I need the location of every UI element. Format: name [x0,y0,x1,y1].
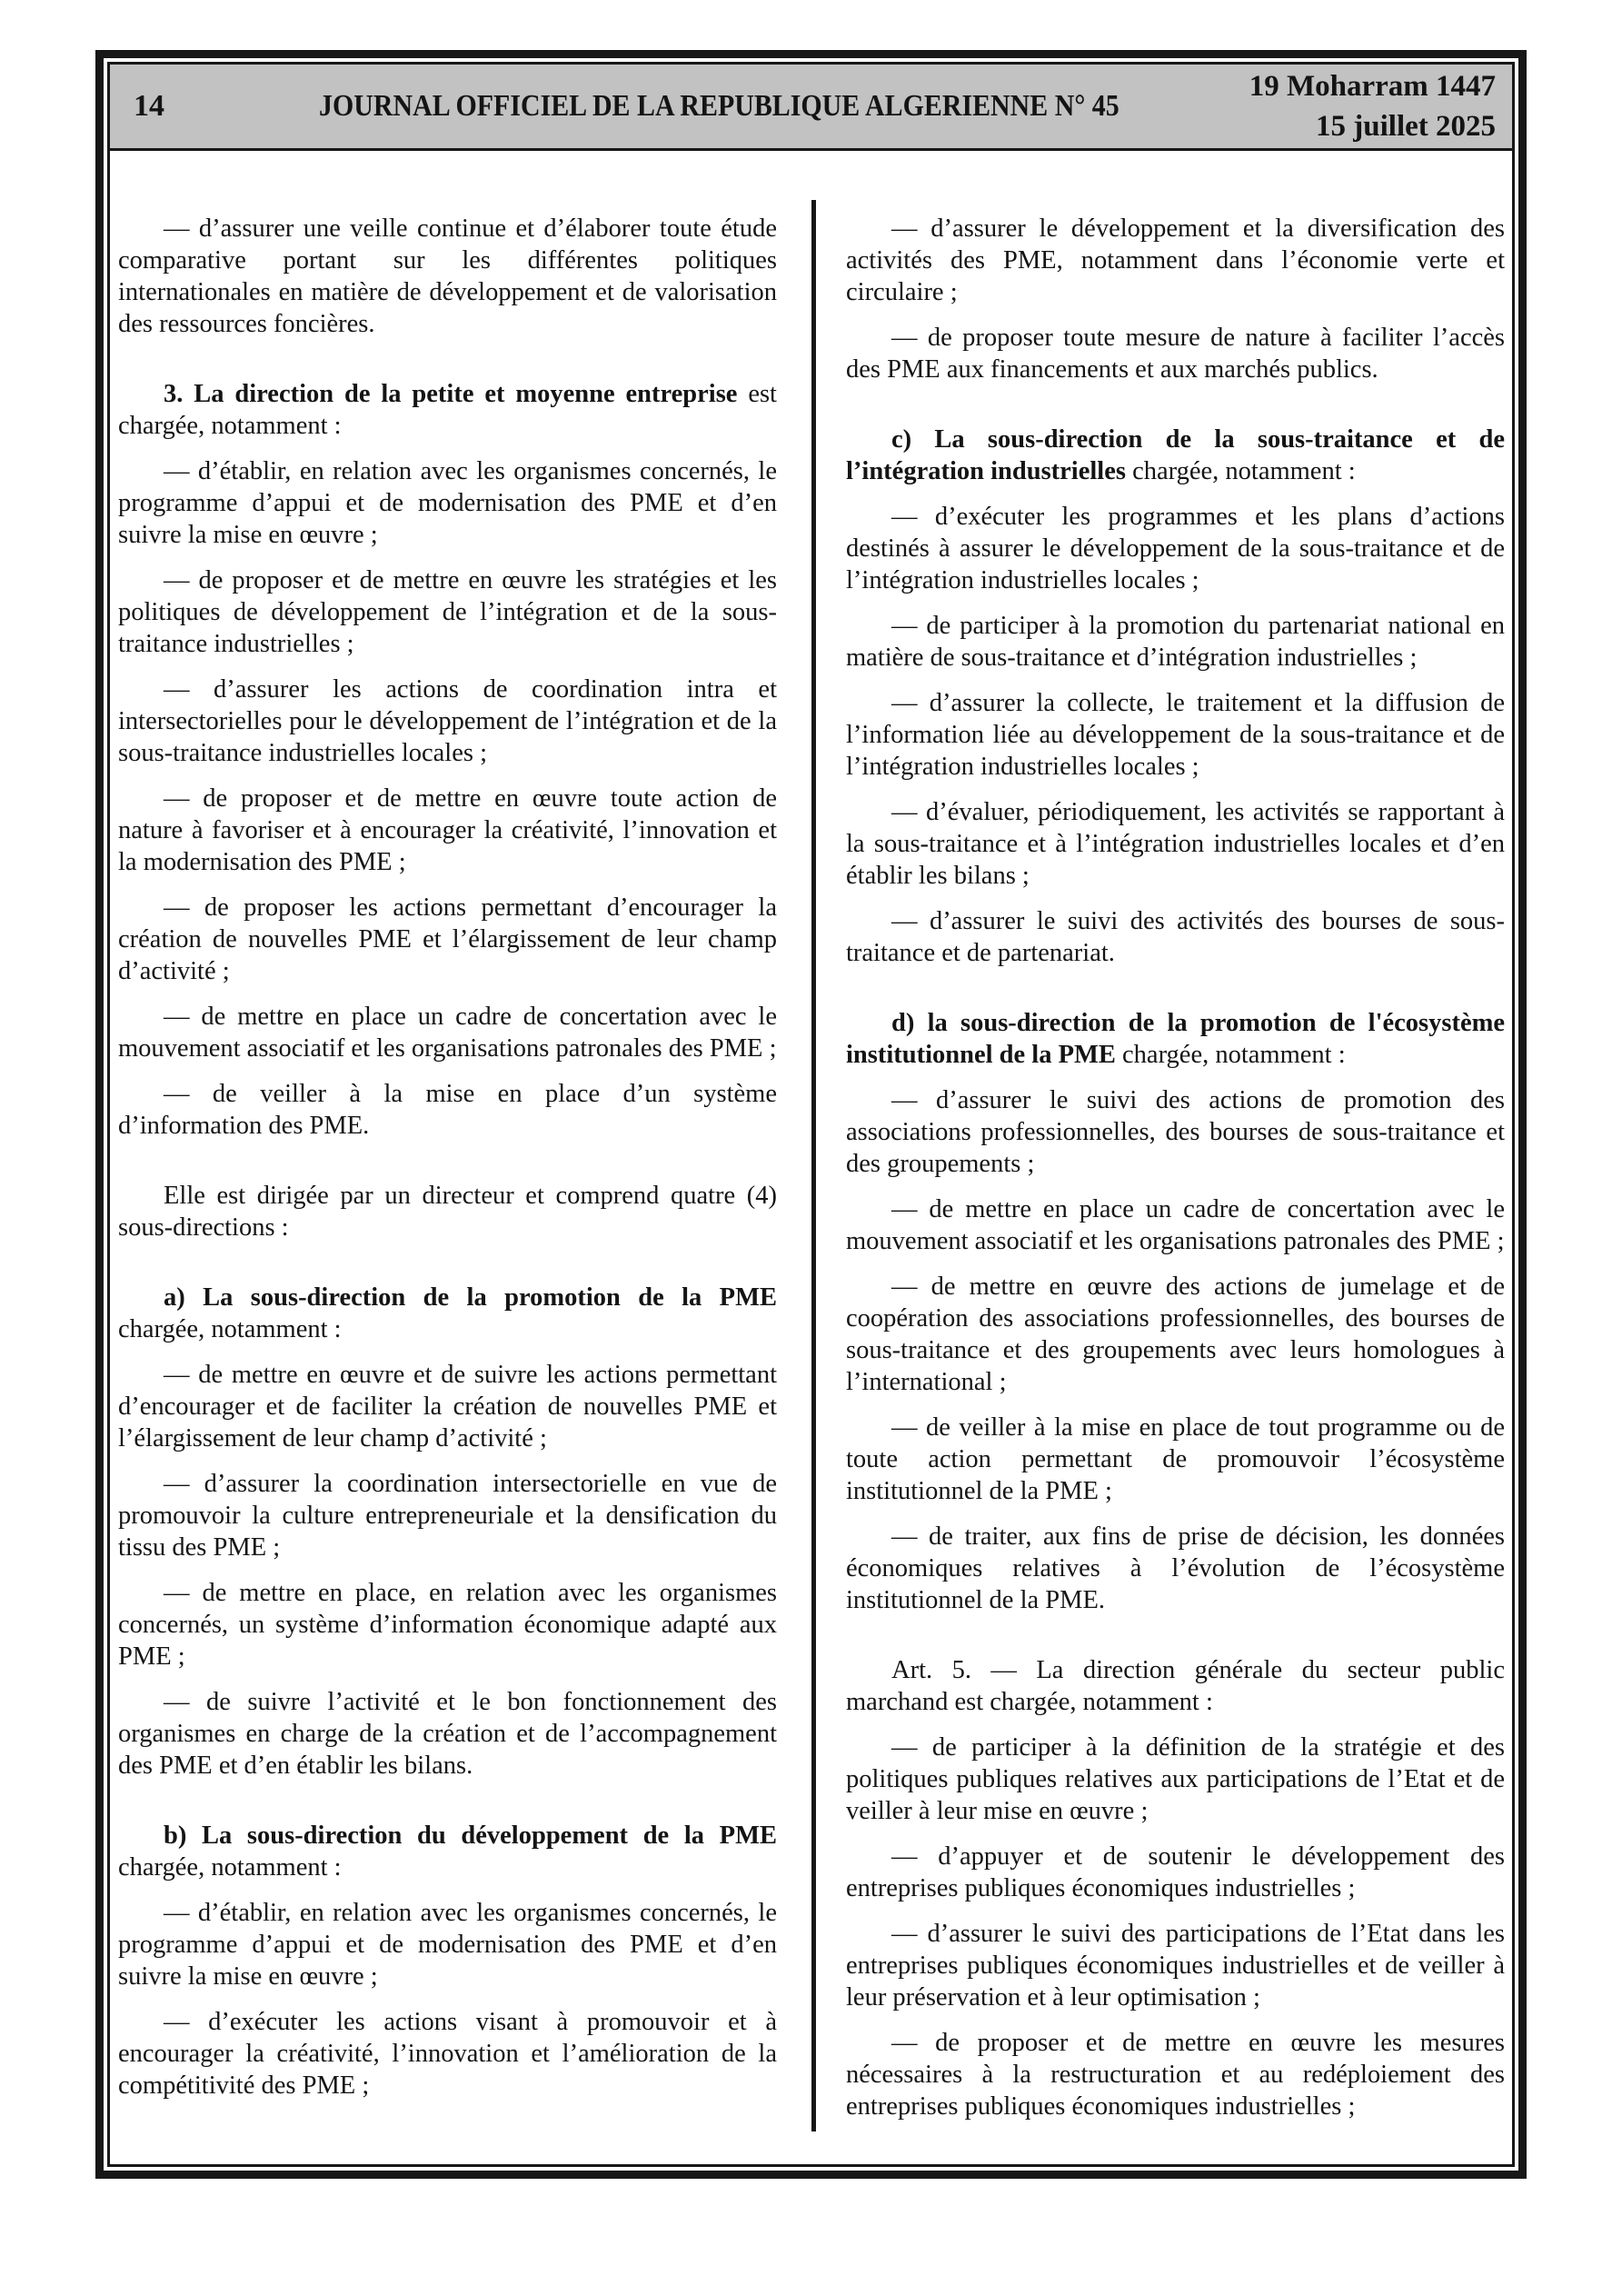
paragraph: — d’exécuter les actions visant à promouvoir et à encourager la créativité, l’innovation et l’amélioration de la compétitivité des PME ; [118,2008,777,2100]
column-divider [811,200,816,2131]
paragraph: — d’assurer le suivi des actions de promotion des associations professionnelles, des bourses de sous-traitance et des groupements ; [846,1086,1505,1178]
paragraph: — de traiter, aux fins de prise de décision, les données économiques relatives à l’évolution de l’écosystème institutionnel de la PME. [846,1522,1505,1614]
paragraph: — de proposer et de mettre en œuvre toute action de nature à favoriser et à encourager la créativité, l’innovation et la modernisation des PME ; [118,784,777,876]
paragraph: — de mettre en place, en relation avec les organismes concernés, un système d’information économique adapté aux PME ; [118,1579,777,1671]
journal-title-wrap [261,89,1178,124]
paragraph: — d’appuyer et de soutenir le développement des entreprises publiques économiques industrielles ; [846,1842,1505,1902]
paragraph: Art. 5. — La direction générale du secteur public marchand est chargée, notamment : [846,1656,1505,1716]
paragraph: — de proposer et de mettre en œuvre les stratégies et les politiques de développement de l’intégration et de la sous-traitance industrielles ; [118,566,777,658]
page-frame-inner [107,62,1515,2167]
paragraph: — d’assurer la coordination intersectorielle en vue de promouvoir la culture entrepreneuriale et la densification du tissu des PME ; [118,1470,777,1562]
paragraph: — de participer à la définition de la stratégie et des politiques publiques relatives aux participations de l’Etat et de veiller à leur mise en œuvre ; [846,1733,1505,1825]
paragraph: — de suivre l’activité et le bon fonctionnement des organismes en charge de la création et de l’accompagnement des PME et d’en établir les bilans. [118,1688,777,1780]
paragraph: — de proposer et de mettre en œuvre les mesures nécessaires à la restructuration et au redéploiement des entreprises publiques économiques industrielles ; [846,2029,1505,2121]
left-column [118,151,777,2164]
heading-bold-text: c) La sous-direction de la sous-traitance et de l’intégration industrielles [846,425,1505,485]
date-hijri: 19 Moharram 1447 [1249,70,1496,103]
heading-bold-text: d) la sous-direction de la promotion de l'écosystème institutionnel de la PME [846,1009,1505,1069]
paragraph: — d’établir, en relation avec les organismes concernés, le programme d’appui et de modernisation des PME et d’en suivre la mise en œuvre ; [118,457,777,549]
section-heading: a) La sous-direction de la promotion de la PME chargée, notamment : [118,1283,777,1343]
paragraph: — d’assurer le développement et la diversification des activités des PME, notamment dans l’économie verte et circulaire ; [846,215,1505,306]
page-frame [95,50,1527,2179]
page-content [110,151,1512,2164]
paragraph: — de proposer toute mesure de nature à faciliter l’accès des PME aux financements et aux marchés publics. [846,324,1505,384]
page-number: 14 [134,89,164,123]
right-column [846,151,1505,2164]
section-heading: d) la sous-direction de la promotion de l'écosystème institutionnel de la PME chargée, notamment : [846,1009,1505,1069]
paragraph: — de mettre en place un cadre de concertation avec le mouvement associatif et les organisations patronales des PME ; [846,1195,1505,1255]
paragraph: — de veiller à la mise en place de tout programme ou de toute action permettant de promouvoir l’écosystème institutionnel de la PME ; [846,1413,1505,1505]
section-heading: 3. La direction de la petite et moyenne entreprise est chargée, notamment : [118,380,777,440]
section-heading: c) La sous-direction de la sous-traitance et de l’intégration industrielles chargée, notamment : [846,425,1505,485]
section-heading: b) La sous-direction du développement de la PME chargée, notamment : [118,1822,777,1882]
masthead [110,65,1512,151]
heading-bold-text: a) La sous-direction de la promotion de la PME [164,1283,777,1312]
paragraph: — d’assurer la collecte, le traitement et la diffusion de l’information liée au développement de la sous-traitance et de l’intégration industrielles locales ; [846,689,1505,781]
paragraph: — d’établir, en relation avec les organismes concernés, le programme d’appui et de modernisation des PME et d’en suivre la mise en œuvre ; [118,1899,777,1991]
paragraph: Elle est dirigée par un directeur et comprend quatre (4) sous-directions : [118,1182,777,1242]
paragraph: — de participer à la promotion du partenariat national en matière de sous-traitance et d’intégration industrielles ; [846,612,1505,672]
paragraph: — de mettre en place un cadre de concertation avec le mouvement associatif et les organisations patronales des PME ; [118,1003,777,1063]
issue-dates [1178,66,1512,146]
date-gregorian: 15 juillet 2025 [1316,110,1496,143]
paragraph: — de mettre en œuvre des actions de jumelage et de coopération des associations professionnelles, des bourses de sous-traitance et des groupements avec leurs homologues à l’international ; [846,1273,1505,1396]
paragraph: — d’assurer une veille continue et d’élaborer toute étude comparative portant sur les différentes politiques internationales en matière de développement et de valorisation des ressources foncières. [118,215,777,338]
paragraph: — d’assurer les actions de coordination intra et intersectorielles pour le développement de l’intégration et de la sous-traitance industrielles locales ; [118,675,777,767]
paragraph: — de mettre en œuvre et de suivre les actions permettant d’encourager et de faciliter la création de nouvelles PME et l’élargissement de leur champ d’activité ; [118,1361,777,1452]
heading-bold-text: 3. La direction de la petite et moyenne entreprise [164,380,738,408]
heading-bold-text: b) La sous-direction du développement de la PME [164,1822,777,1850]
paragraph: — d’assurer le suivi des activités des bourses de sous-traitance et de partenariat. [846,907,1505,967]
paragraph: — d’assurer le suivi des participations de l’Etat dans les entreprises publiques économiques industrielles et de veiller à leur préservation et à leur optimisation ; [846,1920,1505,2011]
paragraph: — de veiller à la mise en place d’un système d’information des PME. [118,1080,777,1140]
journal-title: JOURNAL OFFICIEL DE LA REPUBLIQUE ALGERIENNE N° 45 [319,89,1119,123]
paragraph: — d’exécuter les programmes et les plans d’actions destinés à assurer le développement de la sous-traitance et de l’intégration industrielles locales ; [846,503,1505,594]
paragraph: — d’évaluer, périodiquement, les activités se rapportant à la sous-traitance et à l’intégration industrielles locales et d’en établir les bilans ; [846,798,1505,890]
paragraph: — de proposer les actions permettant d’encourager la création de nouvelles PME et l’élargissement de leur champ d’activité ; [118,893,777,985]
